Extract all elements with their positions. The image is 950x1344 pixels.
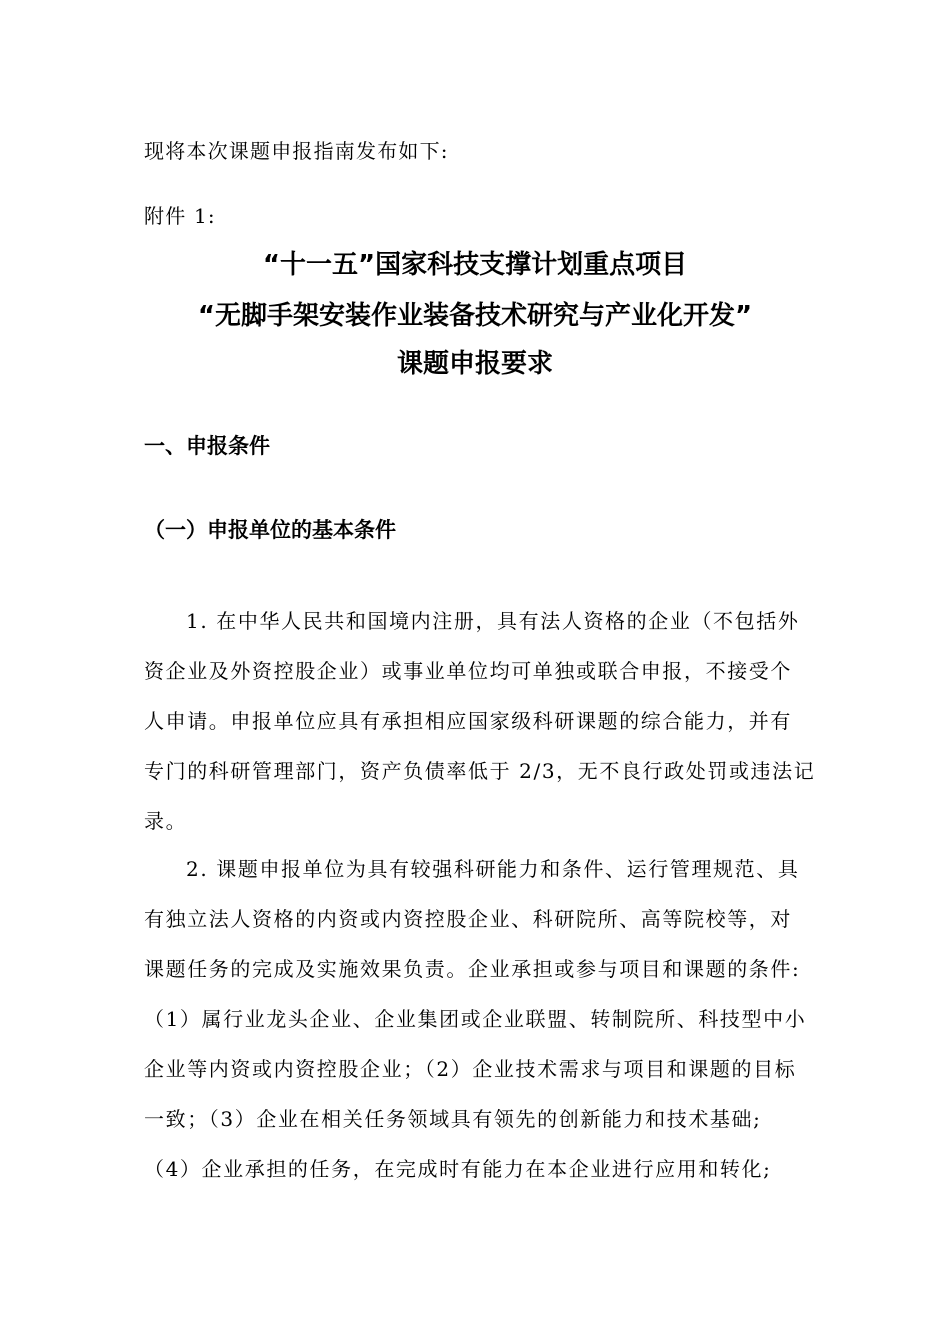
subsection-heading: （一）申报单位的基本条件: [144, 518, 396, 542]
paragraph-2-line-7: （4）企业承担的任务，在完成时有能力在本企业进行应用和转化;: [144, 1157, 772, 1181]
intro-text: 现将本次课题申报指南发布如下:: [144, 139, 449, 163]
attachment-label: 附件 1:: [144, 204, 216, 228]
paragraph-1-line-3: 人申请。申报单位应具有承担相应国家级科研课题的综合能力，并有: [144, 709, 792, 733]
paragraph-1-line-4: 专门的科研管理部门，资产负债率低于 2/3，无不良行政处罚或违法记: [144, 759, 816, 783]
document-title-line-3: 课题申报要求: [396, 349, 553, 379]
paragraph-2-line-4: （1）属行业龙头企业、企业集团或企业联盟、转制院所、科技型中小: [144, 1007, 807, 1031]
paragraph-1-line-1: 1. 在中华人民共和国境内注册，具有法人资格的企业（不包括外: [186, 609, 800, 633]
section-heading: 一、申报条件: [144, 434, 270, 458]
paragraph-2-line-6: 一致；（3）企业在相关任务领域具有领先的创新能力和技术基础;: [144, 1107, 762, 1131]
paragraph-2-line-5: 企业等内资或内资控股企业；（2）企业技术需求与项目和课题的目标: [144, 1057, 797, 1081]
paragraph-2-line-2: 有独立法人资格的内资或内资控股企业、科研院所、高等院校等，对: [144, 907, 792, 931]
document-title-line-2: “无脚手架安装作业装备技术研究与产业化开发”: [197, 301, 753, 331]
paragraph-2-line-1: 2. 课题申报单位为具有较强科研能力和条件、运行管理规范、具: [186, 857, 800, 881]
paragraph-1-line-2: 资企业及外资控股企业）或事业单位均可单独或联合申报，不接受个: [144, 659, 792, 683]
paragraph-1-line-5: 录。: [144, 809, 188, 833]
paragraph-2-line-3: 课题任务的完成及实施效果负责。企业承担或参与项目和课题的条件:: [144, 957, 801, 981]
document-title-line-1: “十一五”国家科技支撑计划重点项目: [262, 250, 688, 280]
